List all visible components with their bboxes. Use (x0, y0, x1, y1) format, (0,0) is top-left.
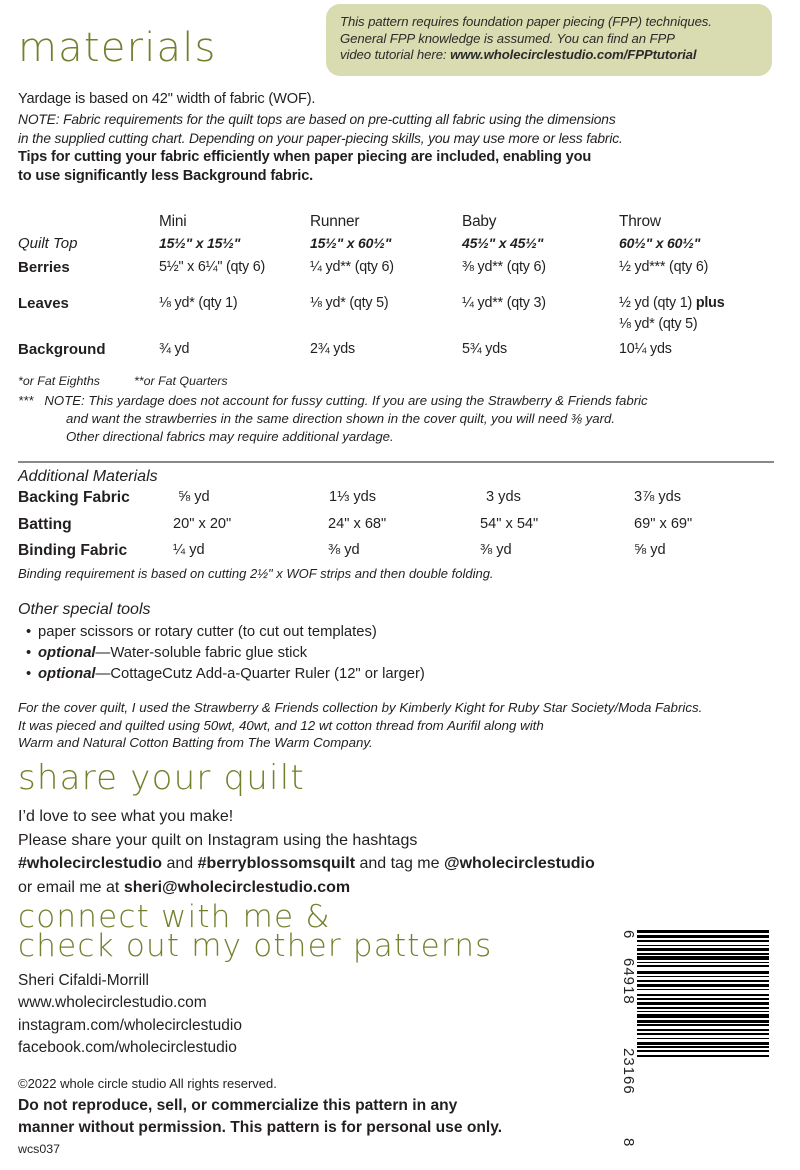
intro-block (18, 90, 770, 187)
cover-quilt-credits (18, 699, 774, 752)
row-label-quilt-top: Quilt Top (18, 235, 78, 252)
barcode (619, 930, 769, 1152)
binding-baby: ⅜ yd (480, 542, 512, 558)
leaves-mini: ⅛ yd* (qty 1) (159, 295, 238, 311)
intro-yardage-line: Yardage is based on 42" width of fabric (WOF). (18, 91, 316, 107)
leaves-throw (619, 295, 724, 311)
leaves-runner: ⅛ yd* (qty 5) (310, 295, 389, 311)
barcode-right-digit: 8 (620, 1138, 637, 1148)
legal-line-1: Do not reproduce, sell, or commercialize this pattern in any (18, 1097, 458, 1114)
instagram-handle: @wholecirclestudio (443, 855, 595, 872)
column-header-baby: Baby (462, 213, 497, 230)
table-row-backing-fabric (18, 489, 774, 516)
facebook-link[interactable]: facebook.com/wholecirclestudio (18, 1039, 237, 1057)
legal-notice (18, 1095, 618, 1139)
bullet-icon: • (26, 645, 32, 661)
fat-quarters-note: **or Fat Quarters (133, 374, 228, 388)
leaves-throw-secondary: ⅛ yd* (qty 5) (619, 316, 698, 332)
fussy-note-text-1: NOTE: This yardage does not account for fussy cutting. If you are using the Strawberry & Friends fabric (44, 393, 648, 408)
row-label-batting: Batting (18, 516, 72, 533)
leaves-throw-plus: plus (695, 295, 725, 311)
backing-throw: 3⅞ yds (634, 489, 682, 505)
section-title-share-your-quilt: share your quilt (18, 758, 305, 798)
background-baby: 5¾ yds (462, 341, 507, 357)
credits-line-1: For the cover quilt, I used the Strawberry & Friends collection by Kimberly Kight for Ruby Star Society/Moda Fabrics. (18, 700, 703, 715)
instagram-link[interactable]: instagram.com/wholecirclestudio (18, 1016, 242, 1034)
section-divider (18, 461, 774, 463)
bullet-icon: • (26, 666, 32, 682)
optional-label-1: optional (38, 645, 96, 661)
share-and-2: and tag me (355, 855, 444, 872)
table-row-berries (18, 259, 774, 295)
column-header-runner: Runner (310, 213, 360, 230)
barcode-digits (619, 930, 637, 1152)
credits-line-3: Warm and Natural Cotton Batting from The Warm Company. (18, 735, 373, 751)
row-label-backing-fabric: Backing Fabric (18, 489, 130, 506)
row-label-leaves: Leaves (18, 295, 69, 312)
backing-baby: 3 yds (486, 489, 521, 505)
barcode-left-digit: 6 (620, 930, 637, 940)
binding-mini: ¼ yd (173, 542, 205, 558)
background-throw: 10¼ yds (619, 341, 672, 357)
callout-line-3-prefix: video tutorial here: (340, 47, 451, 63)
website-link[interactable]: www.wholecirclestudio.com (18, 994, 207, 1012)
backing-mini: ⅝ yd (178, 489, 210, 505)
copyright-text: ©2022 whole circle studio All rights reserved. (18, 1076, 277, 1091)
table-row-quilt-top (18, 235, 774, 259)
fussy-note-line-2: and want the strawberries in the same direction shown in the cover quilt, you will need ⅜ yard. (66, 410, 616, 426)
share-section-body (18, 805, 774, 899)
hashtag-wholecirclestudio: #wholecirclestudio (18, 855, 163, 872)
barcode-bars (637, 930, 769, 1152)
intro-tips-line-2: to use significantly less Background fabric. (18, 168, 314, 185)
tool-text-2: —Water-soluble fabric glue stick (95, 645, 308, 661)
share-hashtags-line (18, 852, 774, 876)
batting-runner: 24" x 68" (328, 516, 387, 532)
leaves-baby: ¼ yd** (qty 3) (462, 295, 546, 311)
legal-line-2: manner without permission. This pattern is for personal use only. (18, 1119, 503, 1136)
binding-throw: ⅝ yd (634, 542, 666, 558)
special-tools-list (18, 622, 774, 685)
pattern-sku: wcs037 (18, 1142, 61, 1156)
barcode-group-1: 64918 (620, 958, 637, 1005)
email-prefix: or email me at (18, 878, 124, 896)
list-item (18, 622, 774, 643)
share-line-2: Please share your quilt on Instagram using the hashtags (18, 831, 418, 849)
additional-materials-title: Additional Materials (18, 468, 158, 485)
fussy-cutting-note (18, 392, 774, 445)
barcode-group-2: 23166 (620, 1048, 637, 1095)
batting-mini: 20" x 20" (173, 516, 232, 532)
berries-throw: ½ yd*** (qty 6) (619, 259, 709, 275)
table-header-row (18, 213, 774, 235)
share-line-1: I’d love to see what you make! (18, 808, 234, 825)
column-header-mini: Mini (159, 213, 187, 230)
connect-section-body (18, 970, 578, 1060)
background-mini: ¾ yd (159, 341, 190, 357)
row-label-binding-fabric: Binding Fabric (18, 542, 128, 559)
callout-line-3 (340, 47, 758, 64)
berries-runner: ¼ yd** (qty 6) (310, 259, 394, 275)
designer-name: Sheri Cifaldi-Morrill (18, 972, 149, 989)
row-label-background: Background (18, 341, 106, 358)
column-header-throw: Throw (619, 213, 661, 230)
quilt-top-throw: 60½" x 60½" (619, 235, 701, 251)
connect-title-line-2: check out my other patterns (18, 928, 493, 964)
table-row-batting (18, 516, 774, 542)
triple-star-marker: *** (18, 393, 34, 408)
table-row-background (18, 341, 774, 365)
list-item (18, 643, 774, 664)
list-item (18, 664, 774, 685)
fat-eighths-note: *or Fat Eighths (18, 374, 100, 388)
share-email-line (18, 876, 774, 900)
batting-throw: 69" x 69" (634, 516, 693, 532)
background-runner: 2¾ yds (310, 341, 355, 357)
bullet-icon: • (26, 624, 32, 640)
optional-label-2: optional (38, 666, 96, 682)
table-row-leaves (18, 295, 774, 341)
quilt-top-baby: 45½" x 45½" (462, 235, 544, 251)
fussy-note-line-1 (18, 392, 774, 410)
special-tools-title: Other special tools (18, 601, 151, 618)
quilt-top-mini: 15½" x 15½" (159, 235, 241, 251)
page-title-materials: materials (18, 25, 217, 71)
special-tools-section (18, 601, 774, 685)
share-and-1: and (162, 855, 198, 872)
credits-line-2: It was pieced and quilted using 50wt, 40wt, and 12 wt cotton thread from Aurifil along with (18, 717, 544, 733)
barcode-space (637, 1057, 769, 1059)
fussy-note-line-3: Other directional fabrics may require additional yardage. (66, 428, 394, 444)
intro-note-line-2: in the supplied cutting chart. Depending on your paper-piecing skills, you may use more or less fabric. (18, 130, 623, 146)
table-row-binding-fabric (18, 542, 774, 566)
hashtag-berryblossomsquilt: #berryblossomsquilt (197, 855, 356, 872)
fpp-callout-box (326, 4, 772, 76)
connect-title-line-1: connect with me & (18, 899, 331, 935)
leaves-throw-primary: ½ yd (qty 1) plus (619, 295, 725, 311)
email-address[interactable]: sheri@wholecirclestudio.com (123, 878, 351, 896)
fat-fabric-note (18, 374, 228, 388)
fpp-tutorial-link[interactable]: www.wholecirclestudio.com/FPPtutorial (450, 47, 697, 63)
berries-baby: ⅜ yd** (qty 6) (462, 259, 546, 275)
binding-runner: ⅜ yd (328, 542, 360, 558)
callout-line-1: This pattern requires foundation paper piecing (FPP) techniques. (340, 14, 712, 29)
berries-mini: 5½" x 6¼" (qty 6) (159, 259, 266, 275)
intro-note-line-1: NOTE: Fabric requirements for the quilt tops are based on pre-cutting all fabric using the dimensions (18, 111, 616, 127)
yardage-table (18, 213, 774, 365)
row-label-berries: Berries (18, 259, 70, 276)
batting-baby: 54" x 54" (480, 516, 539, 532)
intro-tips-line-1: Tips for cutting your fabric efficiently when paper piecing are included, enabling you (18, 148, 592, 165)
additional-materials-table (18, 468, 774, 566)
backing-runner: 1⅓ yds (329, 489, 377, 505)
tool-text-1: paper scissors or rotary cutter (to cut out templates) (38, 624, 377, 640)
binding-requirement-note: Binding requirement is based on cutting 2½" x WOF strips and then double folding. (18, 566, 494, 581)
callout-line-2: General FPP knowledge is assumed. You can find an FPP (340, 30, 675, 46)
quilt-top-runner: 15½" x 60½" (310, 235, 392, 251)
section-title-connect (18, 899, 493, 964)
tool-text-3: —CottageCutz Add-a-Quarter Ruler (12" or larger) (95, 666, 425, 682)
barcode-rotated-inner (619, 930, 769, 1152)
